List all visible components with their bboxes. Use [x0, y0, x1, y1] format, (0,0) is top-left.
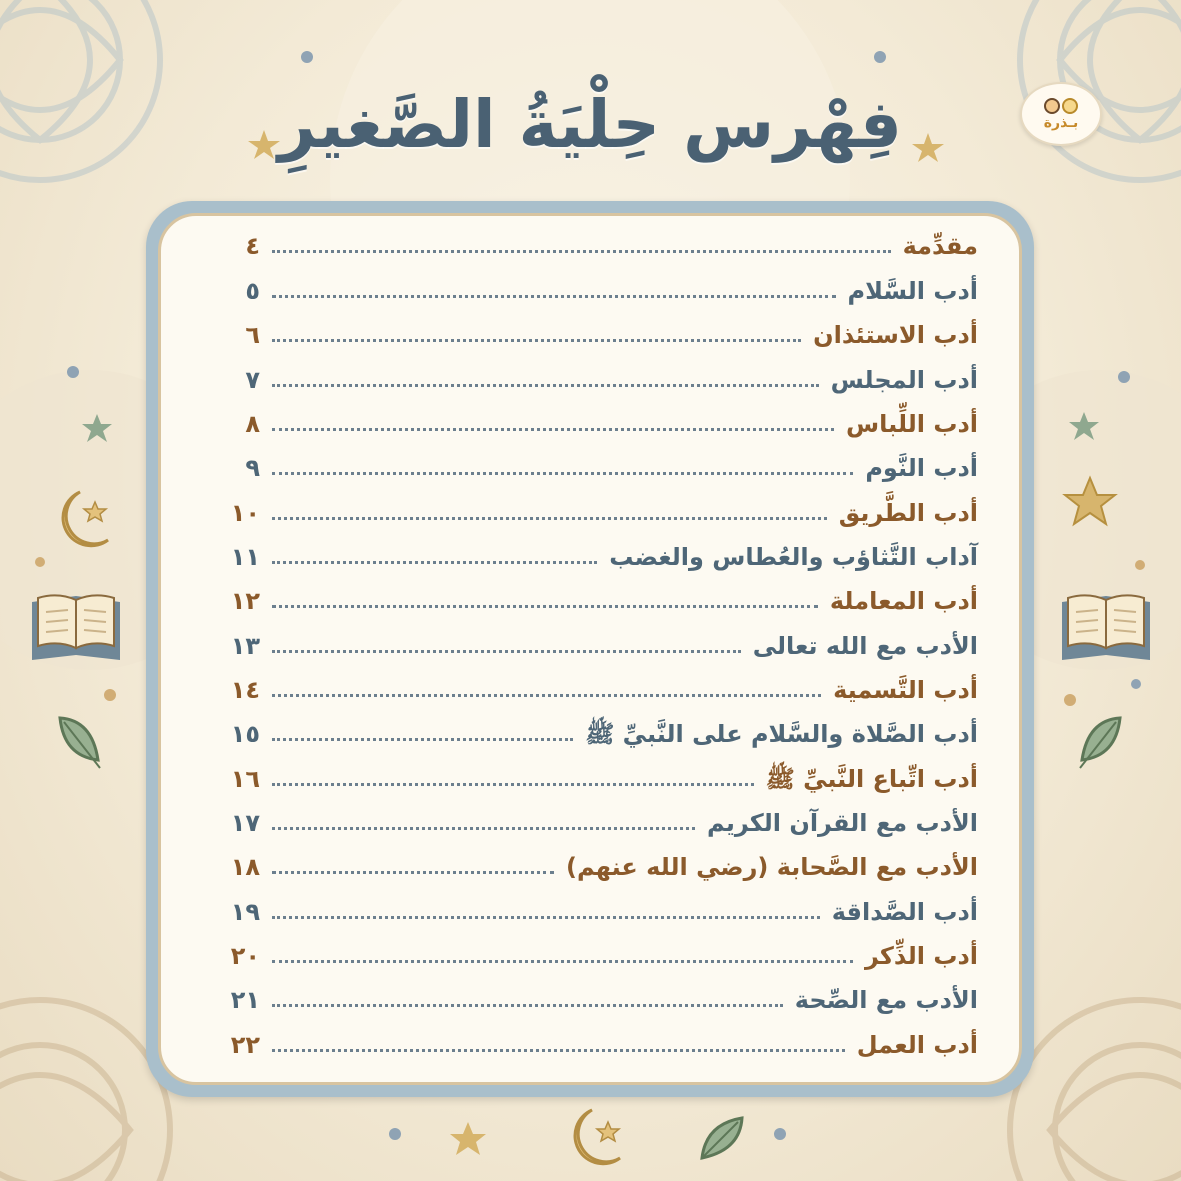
toc-entry-title: مقدِّمة	[902, 232, 978, 260]
toc-page-number: ٢٠	[230, 942, 260, 970]
toc-entry-title: الأدب مع القرآن الكريم	[707, 809, 978, 837]
logo-faces-icon	[1044, 98, 1078, 114]
toc-entry-title: أدب اتِّباع النَّبيِّ ﷺ	[765, 765, 978, 793]
open-book-icon	[32, 595, 120, 660]
dotted-leader	[272, 517, 827, 520]
toc-row[interactable]	[226, 313, 978, 357]
dotted-leader	[272, 295, 836, 298]
toc-entry-title: أدب اللِّباس	[846, 410, 978, 438]
toc-entry-title: أدب التَّسمية	[833, 676, 978, 704]
toc-row[interactable]	[226, 845, 978, 889]
dotted-leader	[272, 916, 820, 919]
dotted-leader	[272, 827, 695, 830]
dotted-leader	[272, 428, 834, 431]
toc-page-number: ١١	[230, 543, 260, 571]
dotted-leader	[272, 339, 801, 342]
toc-row[interactable]	[226, 269, 978, 313]
toc-row[interactable]	[226, 890, 978, 934]
toc-page-number: ٨	[245, 410, 260, 438]
toc-row[interactable]	[226, 668, 978, 712]
toc-page-number: ١٧	[230, 809, 260, 837]
dotted-leader	[272, 384, 819, 387]
dotted-leader	[272, 871, 554, 874]
toc-row[interactable]	[226, 712, 978, 756]
toc-row[interactable]	[226, 934, 978, 978]
toc-page-number: ٤	[245, 232, 260, 260]
toc-entry-title: أدب الاستئذان	[813, 321, 978, 349]
toc-entry-title: أدب السَّلام	[847, 277, 978, 305]
corner-ornament-bottom-right	[1010, 1000, 1181, 1181]
toc-row[interactable]	[226, 446, 978, 490]
toc-entry-title: الأدب مع الله تعالى	[752, 632, 978, 660]
toc-row[interactable]	[226, 978, 978, 1022]
toc-row[interactable]	[226, 801, 978, 845]
crescent-moon-icon	[575, 1110, 620, 1164]
toc-row[interactable]	[226, 757, 978, 801]
toc-row[interactable]	[226, 224, 978, 268]
toc-page-number: ١٩	[230, 898, 260, 926]
toc-page-number: ١٦	[230, 765, 260, 793]
corner-ornament-top-left	[0, 0, 160, 180]
toc-entry-title: أدب النَّوم	[865, 454, 978, 482]
toc-row[interactable]	[226, 358, 978, 402]
toc-entry-title: أدب الصَّداقة	[831, 898, 978, 926]
toc-entry-title: أدب المجلس	[830, 366, 978, 394]
corner-ornament-bottom-left	[0, 1000, 170, 1181]
toc-page-number: ٥	[245, 277, 260, 305]
toc-entry-title: الأدب مع الصَّحابة (رضي الله عنهم)	[566, 853, 978, 881]
toc-row[interactable]	[226, 535, 978, 579]
toc-page-number: ١٢	[230, 587, 260, 615]
dotted-leader	[272, 738, 573, 741]
table-of-contents	[226, 224, 978, 1059]
toc-entry-title: أدب الطَّريق	[838, 499, 978, 527]
dotted-leader	[272, 1004, 783, 1007]
toc-entry-title: أدب المعاملة	[829, 587, 978, 615]
leaf-icon	[1080, 718, 1120, 768]
toc-page-number: ١٨	[230, 853, 260, 881]
dotted-leader	[272, 605, 818, 608]
page-title: فِهْرس حِلْيَةُ الصَّغيرِ	[277, 86, 903, 163]
dotted-leader	[272, 472, 853, 475]
dotted-leader	[272, 1049, 845, 1052]
toc-entry-title: آداب التَّثاؤب والعُطاس والغضب	[609, 543, 978, 571]
leaf-icon	[60, 718, 100, 768]
toc-row[interactable]	[226, 579, 978, 623]
toc-page-number: ٩	[245, 454, 260, 482]
toc-row[interactable]	[226, 624, 978, 668]
toc-page-number: ٢٢	[230, 1031, 260, 1059]
leaf-icon	[702, 1118, 742, 1158]
toc-entry-title: الأدب مع الصِّحة	[794, 986, 978, 1014]
toc-row[interactable]	[226, 1023, 978, 1067]
open-book-icon	[1062, 595, 1150, 660]
dotted-leader	[272, 250, 891, 253]
toc-page-number: ١٤	[230, 676, 260, 704]
dotted-leader	[272, 650, 741, 653]
toc-page-number: ١٠	[230, 499, 260, 527]
toc-page-number: ١٣	[230, 632, 260, 660]
toc-entry-title: أدب العمل	[856, 1031, 978, 1059]
brand-logo	[1020, 82, 1102, 146]
logo-text: بـذرة	[1043, 114, 1079, 131]
toc-row[interactable]	[226, 491, 978, 535]
toc-page-number: ٢١	[230, 986, 260, 1014]
dotted-leader	[272, 694, 821, 697]
dotted-leader	[272, 960, 853, 963]
toc-page-number: ١٥	[230, 720, 260, 748]
dotted-leader	[272, 783, 754, 786]
toc-row[interactable]	[226, 402, 978, 446]
toc-page-number: ٦	[245, 321, 260, 349]
toc-entry-title: أدب الصَّلاة والسَّلام على النَّبيِّ ﷺ	[585, 720, 978, 748]
toc-page-number: ٧	[245, 366, 260, 394]
toc-entry-title: أدب الذِّكر	[864, 942, 978, 970]
dotted-leader	[272, 561, 597, 564]
